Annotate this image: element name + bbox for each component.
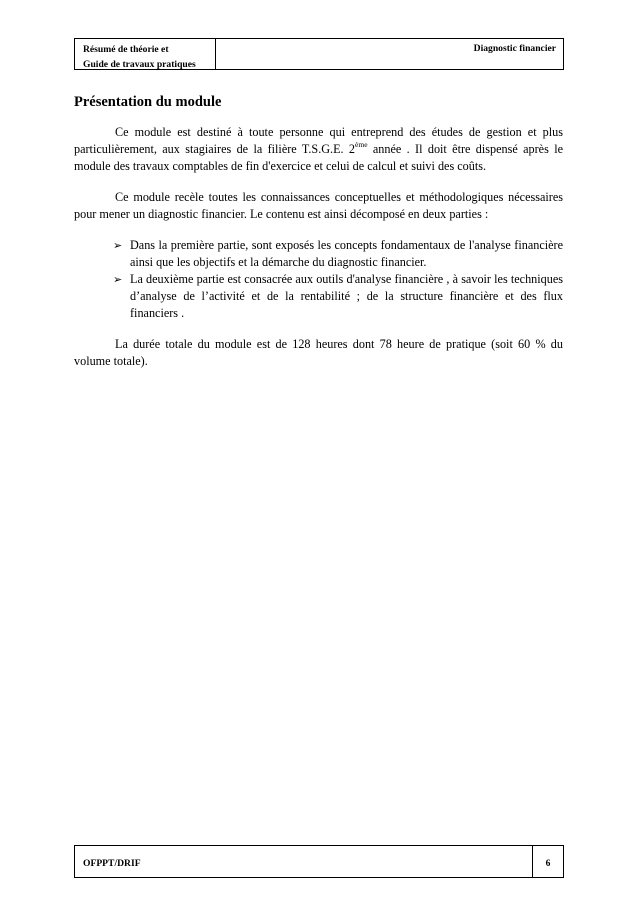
header-doc-type-line1: Résumé de théorie et bbox=[83, 44, 169, 55]
page-header bbox=[74, 38, 564, 70]
list-item bbox=[113, 237, 563, 271]
page-body bbox=[74, 92, 563, 384]
parts-list bbox=[74, 237, 563, 322]
paragraph-intro bbox=[74, 124, 563, 175]
header-module-title: Diagnostic financier bbox=[473, 43, 556, 54]
arrow-bullet-icon: ➢ bbox=[113, 273, 123, 286]
superscript-ordinal: ème bbox=[355, 140, 368, 149]
arrow-bullet-icon: ➢ bbox=[113, 239, 123, 252]
paragraph-duration: La durée totale du module est de 128 heures dont 78 heure de pratique (soit 60 % du volume totale). bbox=[74, 337, 563, 368]
paragraph-intro-part1: Ce module est destiné à toute personne qui entreprend des études de gestion et plus particulièrement, aux stagiaires de la filière T.S.G.E. 2 bbox=[74, 125, 563, 156]
section-title: Présentation du module bbox=[74, 94, 222, 110]
page-number: 6 bbox=[545, 858, 551, 869]
list-item bbox=[113, 271, 563, 322]
header-doc-type-line2: Guide de travaux pratiques bbox=[83, 59, 196, 69]
list-item-text: Dans la première partie, sont exposés les concepts fondamentaux de l'analyse financière ainsi que les objectifs et la démarche du diagnostic financier. bbox=[130, 238, 563, 269]
header-left-cell bbox=[75, 39, 216, 69]
paragraph-content: Ce module recèle toutes les connaissances conceptuelles et méthodologiques nécessaires pour mener un diagnostic financier. Le contenu est ainsi décomposé en deux parties : bbox=[74, 190, 563, 221]
list-item-text: La deuxième partie est consacrée aux outils d'analyse financière , à savoir les techniques d’analyse de l’activité et de la rentabilité ; de la structure financière et des flux financiers . bbox=[130, 272, 563, 320]
paragraph-intro-part2: année . Il doit être dispensé après le module des travaux comptables de fin d'exercice et celui de calcul et suivi des coûts. bbox=[74, 142, 563, 173]
footer-organization: OFPPT/DRIF bbox=[75, 846, 533, 877]
page-footer bbox=[74, 845, 564, 878]
